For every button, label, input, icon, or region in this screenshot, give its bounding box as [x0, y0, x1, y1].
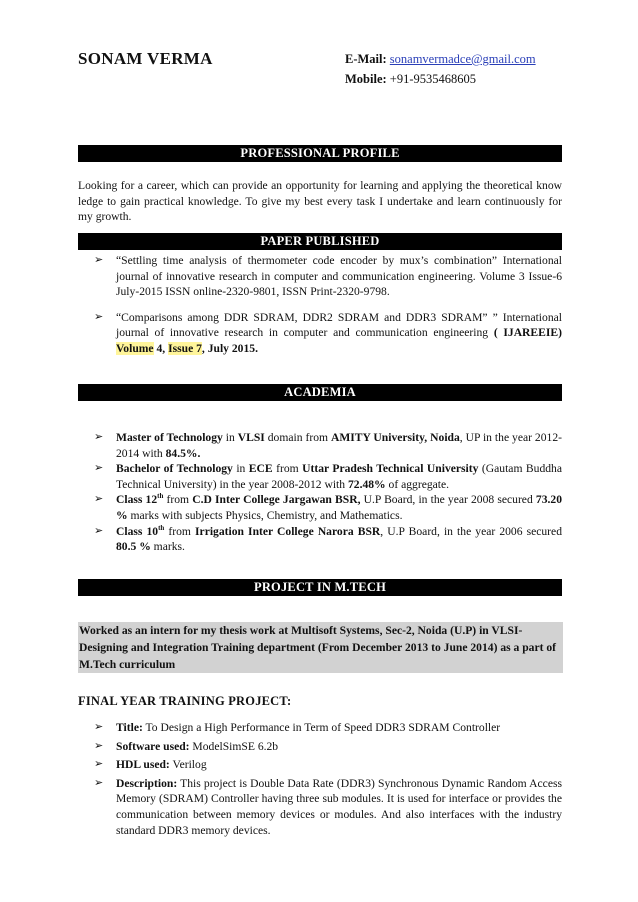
mtech-branch: VLSI: [237, 431, 265, 444]
class10-text-2: , U.P Board, in the year 2006 secured: [380, 524, 562, 538]
final-project-title-item: [78, 720, 562, 736]
final-project-heading: FINAL YEAR TRAINING PROJECT:: [78, 694, 292, 708]
mtech-degree: Master of Technology: [116, 431, 223, 444]
papers-list: [78, 253, 562, 357]
btech-text-3: (Gautam Buddha Technical University) in the year 2008-2012 with: [116, 462, 562, 491]
final-project-hdl-item: [78, 757, 562, 773]
class12-score: 73.20 %: [116, 493, 562, 522]
academia-list: [78, 430, 562, 555]
mobile-label: Mobile:: [345, 72, 387, 86]
section-heading-academia: ACADEMIA: [78, 384, 562, 401]
arrow-bullet-icon: ➢: [94, 758, 104, 771]
class10-text-3: marks.: [150, 540, 185, 554]
btech-score: 72.48%: [347, 477, 386, 491]
btech-degree: Bachelor of Technology: [116, 462, 233, 476]
arrow-bullet-icon: ➢: [94, 462, 104, 475]
software-value: ModelSimSE 6.2b: [189, 739, 279, 753]
final-project-software-item: [78, 739, 562, 755]
class10-label: Class 10: [116, 524, 159, 538]
paper-2-issue: Issue 7: [168, 341, 202, 355]
academia-item-class10: [78, 524, 562, 555]
mtech-text-3: , UP in the year 2012-2014 with: [116, 431, 562, 460]
paper-2-volume: Volume: [116, 341, 154, 355]
arrow-bullet-icon: ➢: [94, 431, 104, 443]
mtech-text-1: in: [222, 431, 238, 444]
arrow-bullet-icon: ➢: [94, 524, 104, 537]
internship-box: Worked as an intern for my thesis work at Multisoft Systems, Sec-2, Noida (U.P) in VLSI- Designing and Integration Training department (From December 2013 to June 2014) as a part of M.Tech curriculum: [78, 622, 563, 673]
paper-item: [78, 253, 562, 300]
class12-text-1: from: [163, 493, 193, 507]
btech-text-2: from: [272, 462, 303, 476]
class10-institute: Irrigation Inter College Narora BSR: [195, 524, 381, 538]
project-title-value: To Design a High Performance in Term of Speed DDR3 SDRAM Controller: [142, 721, 501, 734]
section-heading-profile: PROFESSIONAL PROFILE: [78, 145, 562, 162]
profile-text: Looking for a career, which can provide an opportunity for learning and applying the theoretical know ledge to gain practical knowledge. To give my best every task I undertake and learn continuously for my growth.: [78, 179, 562, 224]
paper-2-text: “Comparisons among DDR SDRAM, DDR2 SDRAM and DDR3 SDRAM” ” International journal of innovative research in computer and communication engineering: [116, 310, 562, 340]
description-label: Description:: [116, 776, 178, 790]
email-label: E-Mail:: [345, 52, 387, 66]
mtech-institute: AMITY University, Noida: [330, 431, 460, 444]
arrow-bullet-icon: ➢: [94, 776, 104, 789]
class12-label: Class 12: [116, 493, 158, 507]
class10-text-1: from: [164, 524, 196, 538]
arrow-bullet-icon: ➢: [94, 493, 104, 506]
class10-score: 80.5 %: [116, 540, 151, 554]
project-title-label: Title:: [116, 721, 143, 734]
arrow-bullet-icon: ➢: [94, 310, 104, 323]
academia-item-mtech: [78, 430, 562, 461]
section-heading-papers: PAPER PUBLISHED: [78, 233, 562, 250]
mtech-score: 84.5%.: [165, 446, 201, 460]
arrow-bullet-icon: ➢: [94, 739, 104, 752]
class10-sup: th: [158, 523, 165, 532]
description-value: This project is Double Data Rate (DDR3) Synchronous Dynamic Random Access Memory (SDRAM) Controller having three sub modules. It is used for interface or provides the communication between memory devices or modules. And also interfaces with the industry standard DDR3 memory devices.: [116, 776, 562, 837]
mtech-text-2: domain from: [264, 431, 331, 444]
candidate-name: SONAM VERMA: [78, 49, 213, 68]
email-line: [345, 52, 536, 67]
academia-item-class12: [78, 492, 562, 523]
btech-text-4: of aggregate.: [385, 477, 450, 491]
arrow-bullet-icon: ➢: [94, 254, 104, 266]
class12-text-2: U.P Board, in the year 2008 secured: [360, 493, 536, 507]
final-project-description-item: [78, 776, 562, 838]
mobile-line: [345, 72, 476, 87]
mobile-value: +91-9535468605: [389, 72, 477, 86]
final-project-list: [78, 720, 562, 838]
class12-sup: th: [157, 492, 164, 501]
hdl-value: Verilog: [169, 758, 207, 772]
class12-institute: C.D Inter College Jargawan BSR,: [192, 493, 361, 507]
btech-text-1: in: [232, 462, 249, 476]
arrow-bullet-icon: ➢: [94, 721, 104, 733]
hdl-label: HDL used:: [116, 758, 170, 772]
paper-1-text: “Settling time analysis of thermometer code encoder by mux’s combination” International journal of innovative research in computer and communication engineering. Volume 3 Issue-6 July-2015 ISSN online-2320-9801, ISSN Print-2320-9798.: [116, 254, 562, 299]
software-label: Software used:: [116, 739, 190, 753]
class12-text-3: marks with subjects Physics, Chemistry, and Mathematics.: [127, 508, 403, 522]
section-heading-project: PROJECT IN M.TECH: [78, 579, 562, 596]
btech-institute: Uttar Pradesh Technical University: [302, 462, 479, 476]
paper-item: [78, 310, 562, 357]
paper-2-date: , July 2015.: [201, 341, 258, 355]
email-link[interactable]: sonamvermadce@gmail.com: [389, 52, 536, 66]
academia-item-btech: [78, 461, 562, 492]
paper-2-journal: ( IJAREEIE): [493, 326, 563, 340]
btech-branch: ECE: [248, 462, 273, 476]
paper-2-volume-number: 4,: [156, 341, 166, 355]
